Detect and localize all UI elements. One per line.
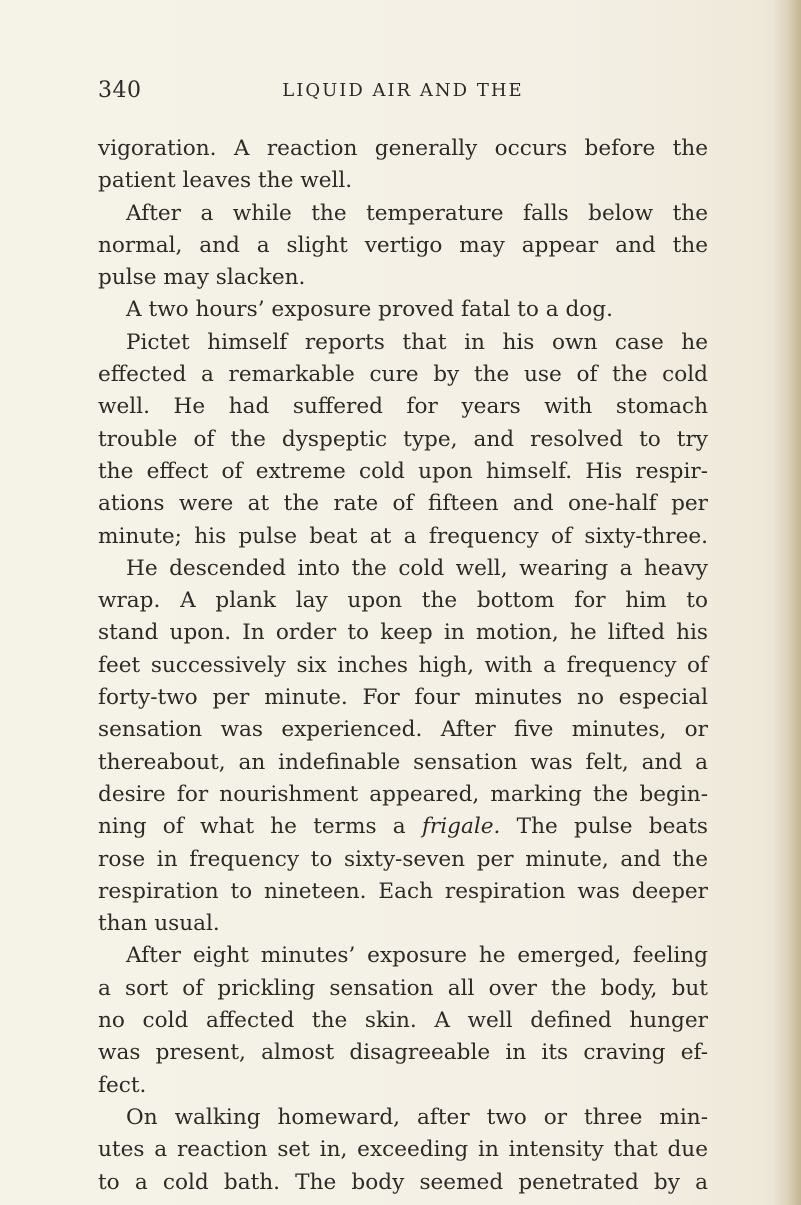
- italic-term: frigale.: [421, 814, 501, 840]
- page-edge-shadow: [773, 0, 801, 1205]
- text-line: desire for nourishment appeared, marking the begin-: [98, 781, 708, 807]
- text-segment: The pulse beats: [500, 814, 709, 840]
- text-line: well. He had suffered for years with stomach: [98, 394, 708, 420]
- text-line: a sort of prickling sensation all over the body, but: [98, 975, 708, 1001]
- text-line: normal, and a slight vertigo may appear and the: [98, 232, 708, 258]
- text-line: utes a reaction set in, exceeding in intensity that due: [98, 1137, 708, 1163]
- text-line: to a cold bath. The body seemed penetrated by a: [98, 1169, 708, 1195]
- text-line: fect.: [98, 1072, 147, 1098]
- text-line: ations were at the rate of fifteen and one-half per: [98, 491, 708, 517]
- text-line: stand upon. In order to keep in motion, he lifted his: [98, 620, 708, 646]
- text-line: trouble of the dyspeptic type, and resolved to try: [98, 426, 708, 452]
- text-line: Pictet himself reports that in his own case he: [126, 329, 708, 355]
- text-line: effected a remarkable cure by the use of the cold: [98, 362, 708, 388]
- text-line: pulse may slacken.: [98, 265, 306, 291]
- text-line: patient leaves the well.: [98, 168, 353, 194]
- text-line: wrap. A plank lay upon the bottom for him to: [98, 588, 708, 614]
- text-line: was present, almost disagreeable in its craving ef-: [98, 1040, 708, 1066]
- text-line: sensation was experienced. After five minutes, or: [98, 717, 708, 743]
- text-segment: ning of what he terms a: [98, 814, 422, 840]
- running-head: LIQUID AIR AND THE: [282, 80, 524, 101]
- text-line: A two hours’ exposure proved fatal to a dog.: [126, 297, 613, 323]
- text-line: forty-two per minute. For four minutes no especial: [98, 685, 708, 711]
- text-line: no cold affected the skin. A well defined hunger: [98, 1008, 708, 1034]
- page-number: 340: [98, 78, 142, 103]
- text-line: than usual.: [98, 911, 220, 937]
- text-line: minute; his pulse beat at a frequency of sixty-three.: [98, 523, 708, 549]
- text-line: [98, 811, 708, 843]
- text-line: respiration to nineteen. Each respiration was deeper: [98, 878, 708, 904]
- text-line: rose in frequency to sixty-seven per minute, and the: [98, 846, 708, 872]
- text-line: After a while the temperature falls below the: [126, 200, 708, 226]
- text-line: feet successively six inches high, with a frequency of: [98, 652, 708, 678]
- page-header: [98, 78, 708, 110]
- body-text: [98, 133, 708, 1199]
- text-line: the effect of extreme cold upon himself. His respir-: [98, 458, 708, 484]
- text-line: thereabout, an indefinable sensation was felt, and a: [98, 749, 708, 775]
- text-line: He descended into the cold well, wearing a heavy: [126, 555, 708, 581]
- text-line: vigoration. A reaction generally occurs before the: [98, 136, 708, 161]
- text-line: On walking homeward, after two or three min-: [126, 1104, 708, 1130]
- text-line: After eight minutes’ exposure he emerged, feeling: [126, 943, 708, 969]
